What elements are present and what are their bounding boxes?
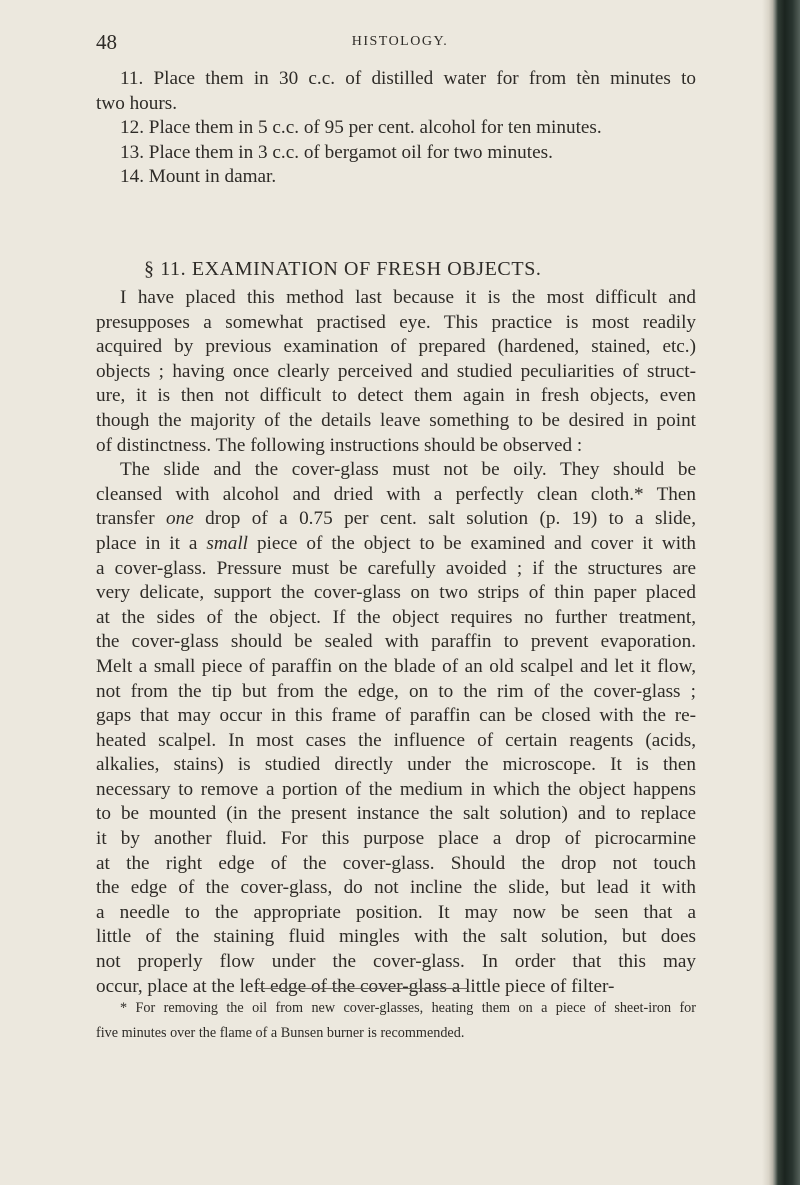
- footnote-line-2: five minutes over the flame of a Bunsen burner is recommended.: [96, 1024, 465, 1041]
- body-line: not from the tip but from the edge, on to the rim of the cover-glass ;: [96, 680, 696, 702]
- body-line: presupposes a somewhat practised eye. This practice is most readily: [96, 311, 696, 333]
- body-text: [96, 286, 696, 999]
- body-line: [96, 532, 696, 557]
- page-edge-shadow: [762, 0, 800, 1185]
- body-line: necessary to remove a portion of the medium in which the object happens: [96, 778, 696, 800]
- step-14: 14. Mount in damar.: [120, 166, 277, 188]
- text-segment: place in it a: [96, 532, 207, 554]
- body-line: alkalies, stains) is studied directly under the microscope. It is then: [96, 754, 696, 776]
- body-line: to be mounted (in the present instance the salt solution) and to replace: [96, 803, 696, 825]
- body-line: occur, place at the left edge of the cover-glass a little piece of filter-: [96, 975, 615, 997]
- footnote-rule: [258, 988, 468, 989]
- text-segment: drop of a 0.75 per cent. salt solution (p. 19) to a slide,: [193, 508, 696, 530]
- body-line: of distinctness. The following instructions should be observed :: [96, 434, 583, 456]
- body-line: ure, it is then not difficult to detect them again in fresh objects, even: [96, 385, 696, 407]
- body-line: it by another fluid. For this purpose place a drop of picrocarmine: [96, 828, 696, 850]
- page-number: 48: [96, 30, 117, 54]
- body-line: acquired by previous examination of prepared (hardened, stained, etc.): [96, 336, 696, 358]
- body-line: though the majority of the details leave something to be desired in point: [96, 409, 696, 431]
- body-line: I have placed this method last because it is the most difficult and: [120, 287, 696, 308]
- text-segment: piece of the object to be examined and cover it with: [248, 532, 696, 554]
- step-11-line-1: 11. Place them in 30 c.c. of distilled water for from tèn minutes to: [120, 68, 696, 89]
- body-line: The slide and the cover-glass must not be oily. They should be: [120, 459, 696, 481]
- body-line: not properly flow under the cover-glass. In order that this may: [96, 951, 696, 973]
- body-line: Melt a small piece of paraffin on the blade of an old scalpel and let it flow,: [96, 655, 696, 677]
- body-line: heated scalpel. In most cases the influence of certain reagents (acids,: [96, 729, 696, 751]
- body-line: objects ; having once clearly perceived and studied peculiarities of struct-: [96, 360, 696, 382]
- body-line: at the right edge of the cover-glass. Should the drop not touch: [96, 852, 696, 874]
- step-12: 12. Place them in 5 c.c. of 95 per cent. alcohol for ten minutes.: [120, 117, 602, 139]
- body-line: little of the staining fluid mingles with the salt solution, but does: [96, 926, 696, 948]
- section-heading: § 11. EXAMINATION OF FRESH OBJECTS.: [144, 258, 542, 280]
- body-line: the edge of the cover-glass, do not incline the slide, but lead it with: [96, 877, 696, 899]
- step-13: 13. Place them in 3 c.c. of bergamot oil for two minutes.: [120, 141, 553, 163]
- italic-word: small: [206, 532, 248, 554]
- body-line: a needle to the appropriate position. It may now be seen that a: [96, 901, 696, 923]
- text-segment: transfer: [96, 508, 167, 530]
- step-11-line-2: two hours.: [96, 92, 178, 114]
- italic-word: one: [166, 508, 194, 530]
- body-line: [96, 507, 696, 532]
- body-line: a cover-glass. Pressure must be carefully avoided ; if the structures are: [96, 557, 696, 579]
- footnote: [96, 998, 696, 1047]
- page-header: [0, 30, 760, 60]
- body-line: cleansed with alcohol and dried with a perfectly clean cloth.* Then: [96, 483, 696, 505]
- running-head: HISTOLOGY.: [351, 34, 449, 49]
- body-line: gaps that may occur in this frame of paraffin can be closed with the re-: [96, 705, 696, 727]
- body-line: very delicate, support the cover-glass on two strips of thin paper placed: [96, 582, 696, 604]
- numbered-steps: [96, 67, 696, 190]
- body-line: the cover-glass should be sealed with paraffin to prevent evaporation.: [96, 631, 696, 653]
- footnote-line-1: * For removing the oil from new cover-glasses, heating them on a piece of sheet-iron for: [120, 1000, 696, 1016]
- body-line: at the sides of the object. If the object requires no further treatment,: [96, 606, 696, 628]
